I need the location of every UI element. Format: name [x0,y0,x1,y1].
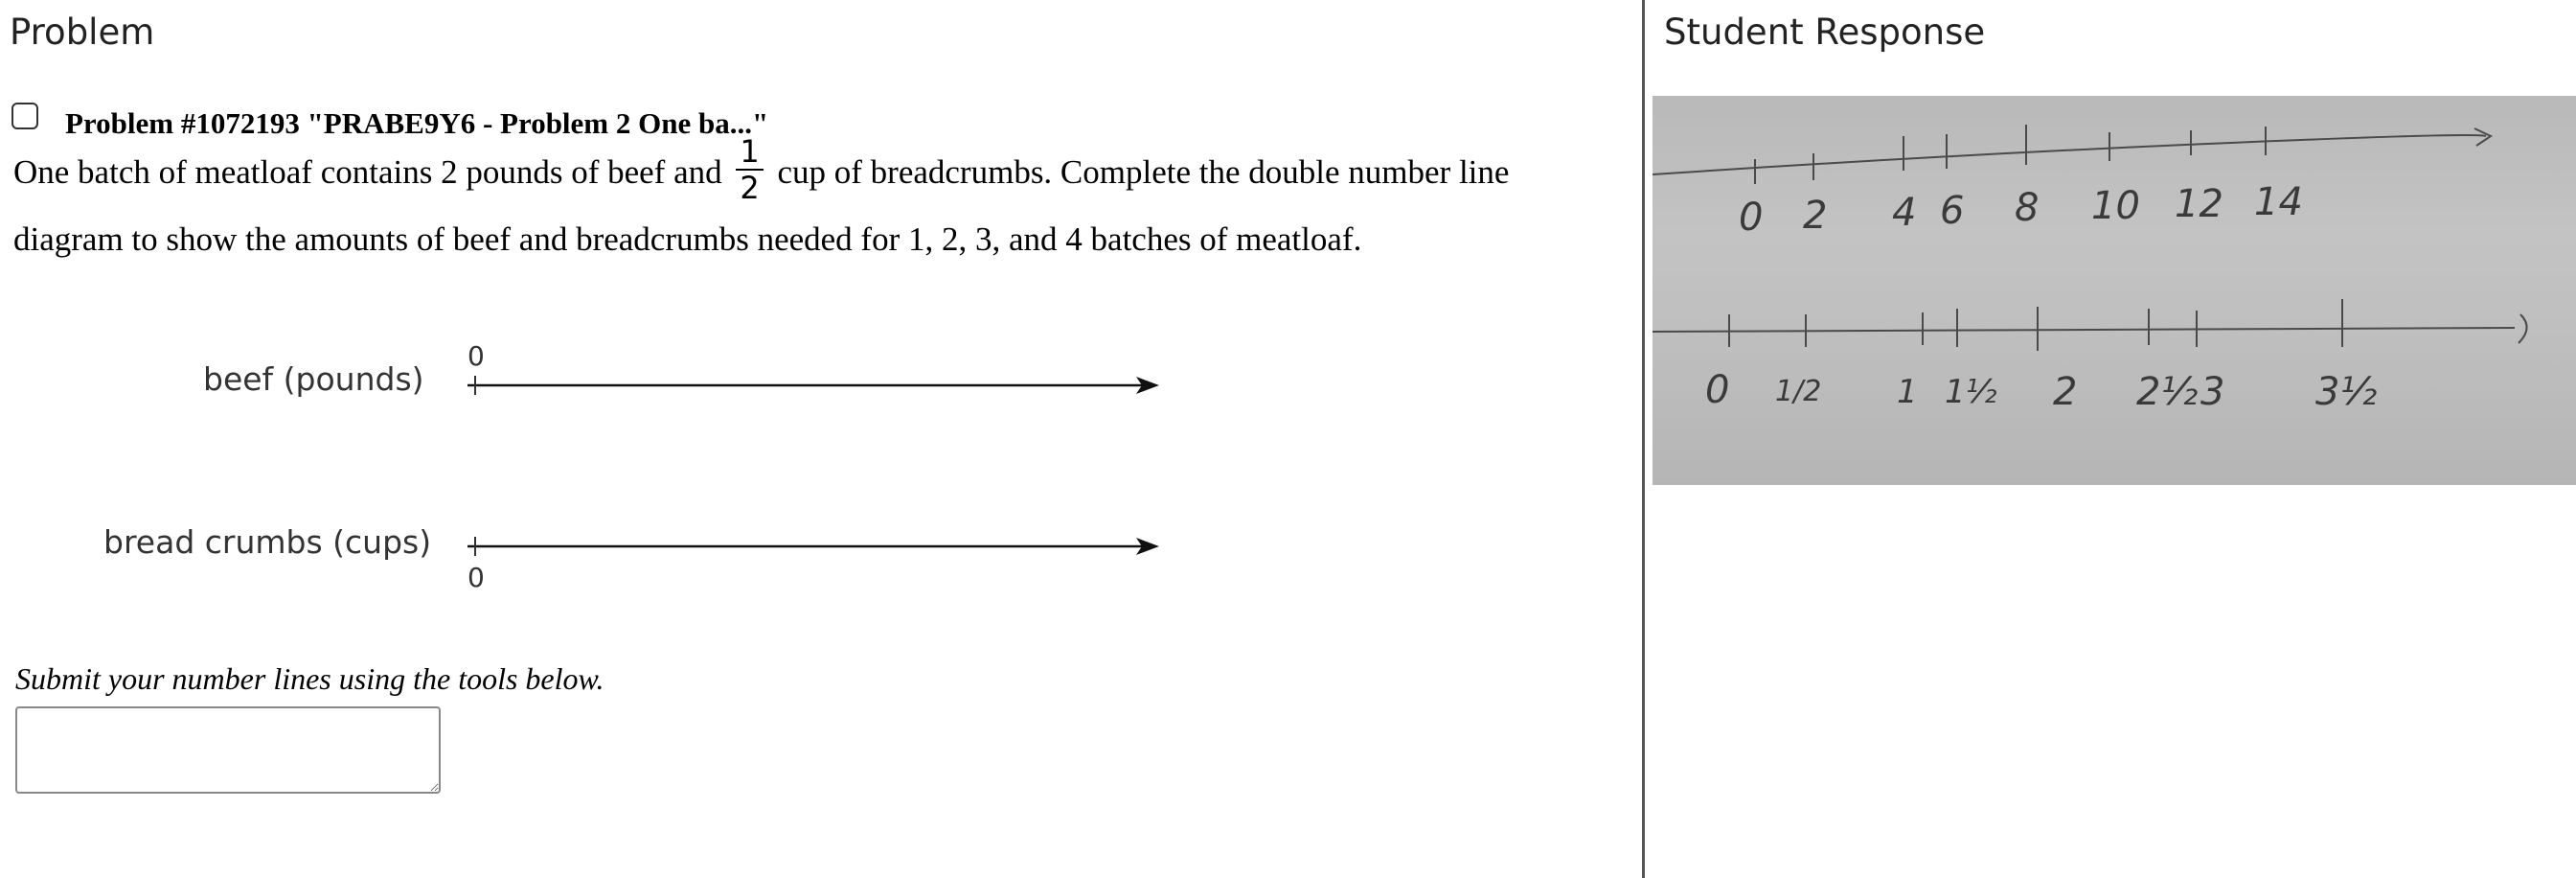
fraction-numerator: 1 [736,136,763,171]
bottom-line-arrow-icon [2519,314,2527,343]
student-response-panel [1645,0,2576,878]
top-label: 4 [1892,191,1917,235]
fraction-denominator: 2 [740,170,760,206]
bottom-label: 0 [1705,368,1730,412]
breadcrumbs-zero-label: 0 [467,562,485,593]
bottom-label: 1½ [1945,373,1997,411]
top-line-arrow-icon [2474,128,2491,146]
student-response-photo [1653,96,2576,485]
bottom-handwritten-line [1653,328,2515,332]
top-label: 14 [2254,180,2303,224]
top-label: 8 [2015,186,2040,230]
top-label: 10 [2091,184,2140,228]
top-label: 0 [1739,196,1764,240]
problem-text-part1: One batch of meatloaf contains 2 pounds of beef and [13,153,722,192]
submit-instruction: Submit your number lines using the tools below. [15,661,604,696]
problem-heading: Problem #1072193 "PRABE9Y6 - Problem 2 One ba..." [65,106,769,140]
handwritten-number-lines [1653,96,2576,485]
bottom-label: 3 [2200,370,2225,414]
top-label: 2 [1803,194,1828,238]
bottom-label: 3½ [2315,370,2378,414]
bottom-label: 2 [2053,370,2078,414]
bottom-label: 2½ [2136,370,2199,414]
top-handwritten-line [1653,135,2486,174]
bottom-label: 1 [1897,373,1918,411]
one-half-fraction [736,133,763,206]
problem-panel-title: Problem [10,12,155,53]
answer-textarea[interactable] [15,706,441,794]
top-label: 12 [2175,182,2223,226]
problem-text-part2: cup of breadcrumbs. Complete the double number line diagram to show the amounts of beef and breadcrumbs needed for 1, 2, 3, and 4 batches of meatloaf. [13,153,1510,258]
student-response-title: Student Response [1664,12,1986,53]
bottom-label: 1/2 [1775,375,1822,408]
breadcrumbs-line-label: bread crumbs (cups) [103,523,432,561]
beef-number-line [441,371,1169,400]
problem-statement [13,133,1584,270]
beef-line-label: beef (pounds) [203,360,424,398]
breadcrumbs-number-line [441,532,1169,561]
beef-zero-label: 0 [467,340,485,372]
problem-select-checkbox[interactable] [11,103,38,129]
top-label: 6 [1940,189,1965,233]
